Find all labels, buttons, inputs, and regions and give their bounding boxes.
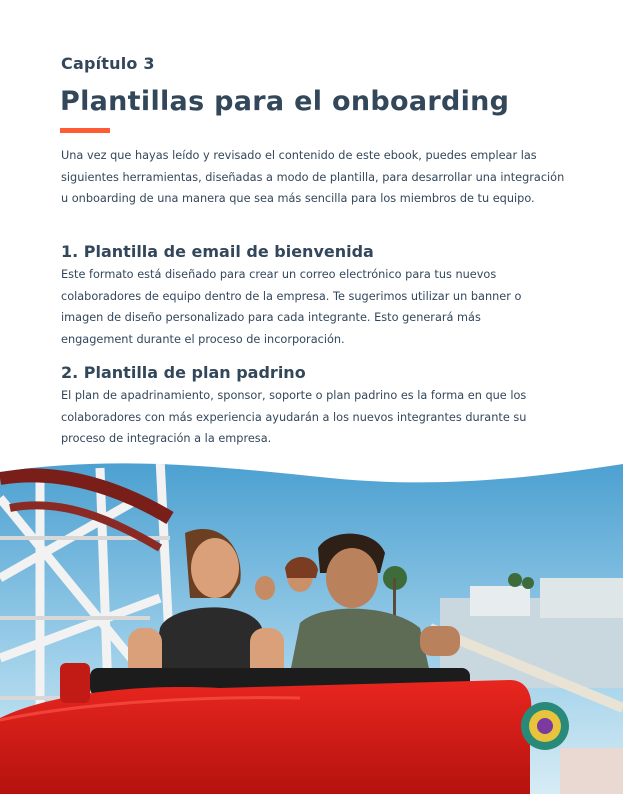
- section-2-body: El plan de apadrinamiento, sponsor, soporte o plan padrino es la forma en que los colaboradores con más experiencia ayudarán a los nuevos integrantes durante su proceso de integración a la empresa.: [61, 389, 527, 445]
- title-accent-bar: [60, 128, 110, 133]
- intro-paragraph: Una vez que hayas leído y revisado el contenido de este ebook, puedes emplear las siguientes herramientas, diseñadas a modo de plantilla, para desarrollar una integración u onboarding de una manera que sea más sencilla para los miembros de tu equipo.: [61, 149, 565, 205]
- page-title: Plantillas para el onboarding: [60, 86, 510, 117]
- chapter-label: Capítulo 3: [61, 54, 155, 73]
- section-1-heading: 1. Plantilla de email de bienvenida: [61, 242, 374, 261]
- section-2-heading: 2. Plantilla de plan padrino: [61, 363, 306, 382]
- roller-coaster-photo: [0, 458, 623, 794]
- section-1-body: Este formato está diseñado para crear un correo electrónico para tus nuevos colaboradores de equipo dentro de la empresa. Te sugerimos utilizar un banner o imagen de diseño personalizado para cada integrante. Esto generará más engagement durante el proceso de incorporación.: [61, 268, 522, 346]
